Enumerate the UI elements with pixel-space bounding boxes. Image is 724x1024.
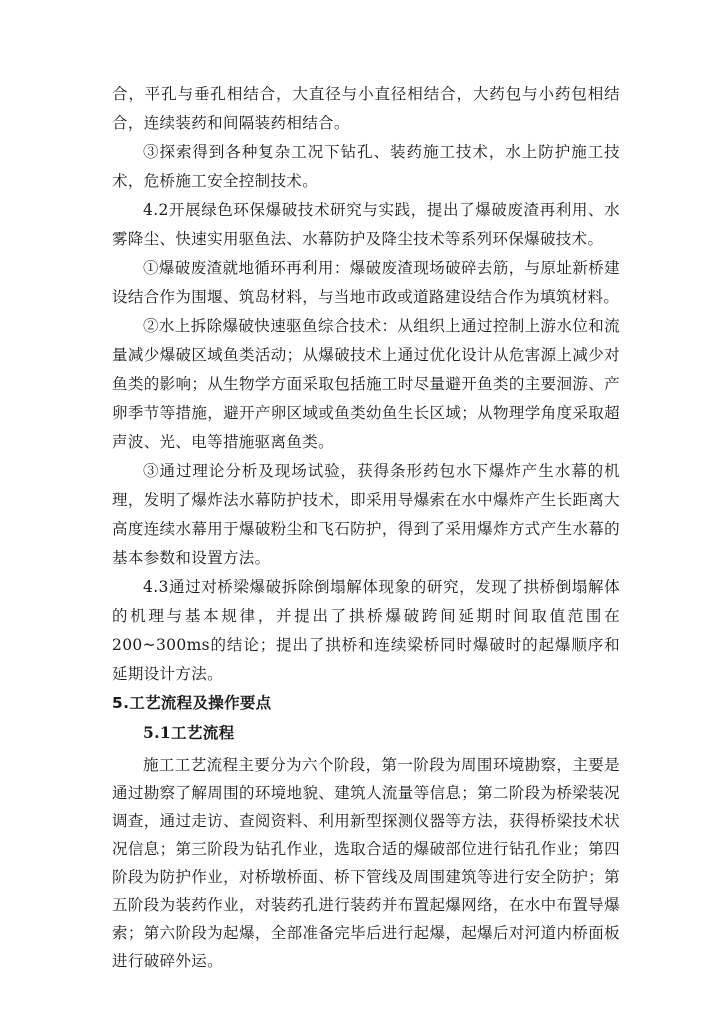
paragraph-4-3-arch-bridge: 4.3通过对桥梁爆破拆除倒塌解体现象的研究，发现了拱桥倒塌解体的机理与基本规律，并提出了拱桥爆破跨间延期时间取值范围在200~300ms的结论；提出了拱桥和连续梁桥同时爆破时的起爆顺序和延期设计方法。 bbox=[112, 578, 620, 683]
section-heading: 5.工艺流程及操作要点 bbox=[112, 694, 272, 712]
paragraph-item-3-drilling: ③探索得到各种复杂工况下钻孔、装药施工技术，水上防护施工技术，危桥施工安全控制技术。 bbox=[112, 143, 620, 190]
paragraph-continuation: 合，平孔与垂孔相结合，大直径与小直径相结合，大药包与小药包相结合，连续装药和间隔装药相结合。 bbox=[112, 85, 620, 132]
paragraph-item-1-waste-reuse: ①爆破废渣就地循环再利用：爆破废渣现场破碎去筋，与原址新桥建设结合作为围堰、筑岛材料，与当地市政或道路建设结合作为填筑材料。 bbox=[112, 259, 620, 306]
paragraph-process-flow: 施工工艺流程主要分为六个阶段，第一阶段为周围环境勘察，主要是通过勘察了解周围的环境地貌、建筑人流量等信息；第二阶段为桥梁装况调查，通过走访、查阅资料、利用新型探测仪器等方法，获得桥梁技术状况信息；第三阶段为钻孔作业，选取合适的爆破部位进行钻孔作业；第四阶段为防护作业，对桥墩桥面、桥下管线及周围建筑等进行安全防护；第五阶段为装药作业，对装药孔进行装药并布置起爆网络，在水中布置导爆索；第六阶段为起爆，全部准备完毕后进行起爆，起爆后对河道内桥面板进行破碎外运。 bbox=[112, 756, 620, 970]
document-page bbox=[112, 80, 620, 975]
paragraph-item-3-water-curtain: ③通过理论分析及现场试验，获得条形药包水下爆炸产生水幕的机理，发明了爆炸法水幕防护技术，即采用导爆索在水中爆炸产生长距离大高度连续水幕用于爆破粉尘和飞石防护，得到了采用爆炸方式产生水幕的基本参数和设置方法。 bbox=[112, 462, 620, 567]
paragraph-4-2-green-blasting: 4.2开展绿色环保爆破技术研究与实践，提出了爆破废渣再利用、水雾降尘、快速实用驱鱼法、水幕防护及降尘技术等系列环保爆破技术。 bbox=[112, 201, 620, 248]
subsection-heading: 5.1工艺流程 bbox=[143, 723, 235, 742]
paragraph-item-2-fish-repelling: ②水上拆除爆破快速驱鱼综合技术：从组织上通过控制上游水位和流量减少爆破区域鱼类活动；从爆破技术上通过优化设计从危害源上减少对鱼类的影响；从生物学方面采取包括施工时尽量避开鱼类的主要洄游、产卵季节等措施，避开产卵区域或鱼类幼鱼生长区域；从物理学角度采取超声波、光、电等措施驱离鱼类。 bbox=[112, 317, 620, 451]
